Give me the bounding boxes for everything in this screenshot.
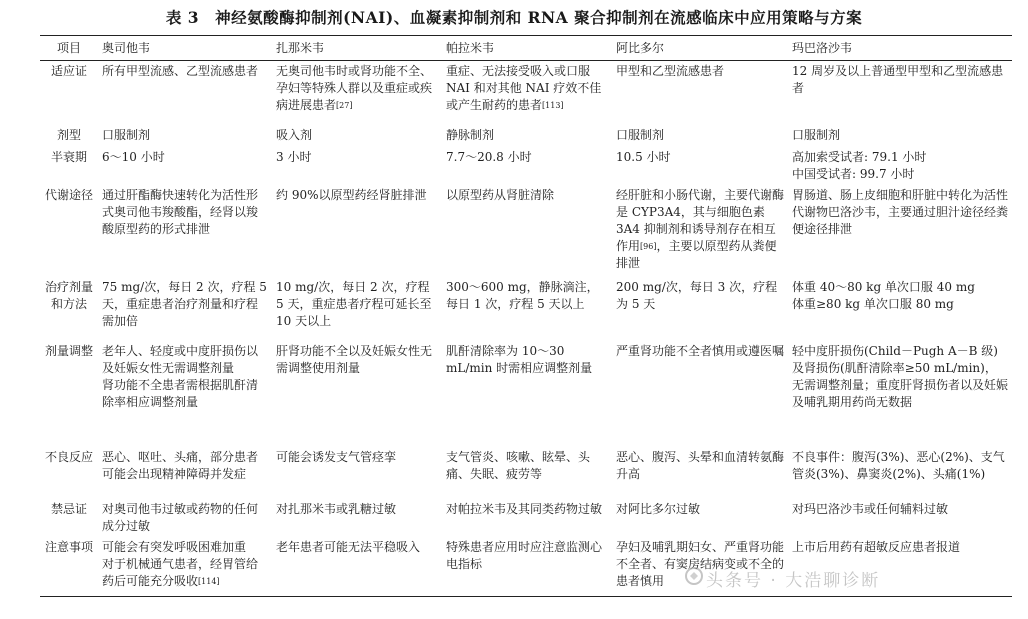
drug-comparison-table [40, 35, 1012, 597]
table-header-row [40, 36, 1012, 61]
cell-text: 口服制剂 [102, 127, 151, 142]
row-label: 禁忌证 [50, 501, 87, 516]
table-row [40, 277, 1012, 341]
row-label: 代谢途径 [44, 187, 93, 202]
cell-baloxavir [788, 341, 1012, 447]
cell-zanamivir [272, 61, 442, 125]
cell-baloxavir [788, 147, 1012, 185]
cell-peramivir [442, 61, 612, 125]
cell-oseltamivir [98, 447, 272, 499]
cell-text: 10.5 小时 [616, 149, 671, 164]
cell-text: 特殊患者应用时应注意监测心电指标 [446, 539, 603, 571]
cell-text-tail: ，主要以原型药从粪便排泄 [616, 238, 777, 270]
cell-text: 恶心、呕吐、头痛，部分患者可能会出现精神障碍并发症 [102, 449, 259, 481]
cell-peramivir [442, 499, 612, 537]
header-baloxavir: 玛巴洛沙韦 [788, 36, 1012, 61]
cell-arbidol [612, 147, 788, 185]
header-oseltamivir: 奥司他韦 [98, 36, 272, 61]
cell-peramivir [442, 147, 612, 185]
cell-peramivir [442, 277, 612, 341]
cell-oseltamivir [98, 185, 272, 277]
table-row [40, 499, 1012, 537]
table-row [40, 147, 1012, 185]
cell-text: 200 mg/次，每日 3 次，疗程为 5 天 [616, 279, 778, 311]
cell-zanamivir [272, 185, 442, 277]
cell-text: 12 周岁及以上普通型甲型和乙型流感患者 [792, 64, 1004, 95]
cell-text: 约 90%以原型药经肾脏排泄 [276, 187, 427, 202]
cell-text: 无奥司他韦时或肾功能不全、孕妇等特殊人群以及重症或疾病进展患者 [276, 64, 433, 112]
cell-text: 吸入剂 [276, 127, 313, 142]
cell-oseltamivir [98, 277, 272, 341]
cell-text: 7.7～20.8 小时 [446, 149, 532, 164]
cell-peramivir [442, 125, 612, 147]
cell-baloxavir [788, 125, 1012, 147]
cell-text: 甲型和乙型流感患者 [616, 64, 725, 78]
table-row [40, 125, 1012, 147]
table-row [40, 341, 1012, 447]
row-label: 剂量调整 [44, 343, 93, 358]
table-row [40, 61, 1012, 125]
cell-text: 老年患者可能无法平稳吸入 [276, 539, 421, 554]
cell-text: 不良事件：腹泻(3%)、恶心(2%)、支气管炎(3%)、鼻窦炎(2%)、头痛(1%) [792, 449, 1005, 481]
cell-zanamivir [272, 499, 442, 537]
watermark: 头条号 · 大浩聊诊断 [706, 571, 881, 591]
reference-mark: [113] [542, 101, 564, 110]
cell-text: 通过肝酯酶快速转化为活性形式奥司他韦羧酸酯，经肾以羧酸原型药的形式排泄 [102, 187, 259, 236]
cell-text: 口服制剂 [616, 127, 665, 142]
cell-text: 对扎那米韦或乳糖过敏 [276, 501, 397, 516]
cell-text: 300～600 mg，静脉滴注，每日 1 次，疗程 5 天以上 [446, 279, 599, 311]
cell-oseltamivir [98, 499, 272, 537]
cell-arbidol [612, 341, 788, 447]
cell-zanamivir [272, 447, 442, 499]
cell-peramivir [442, 447, 612, 499]
cell-text: 口服制剂 [792, 127, 841, 142]
cell-text: 对帕拉米韦及其同类药物过敏 [446, 501, 603, 516]
reference-mark: [114] [198, 576, 220, 586]
table-caption: 表 3 神经氨酸酶抑制剂(NAI)、血凝素抑制剂和 RNA 聚合抑制剂在流感临床中应用策略与方案 [165, 8, 863, 27]
cell-peramivir [442, 537, 612, 597]
cell-text: 75 mg/次，每日 2 次，疗程 5 天，重症患者治疗剂量和疗程需加倍 [102, 279, 267, 328]
cell-text: 对玛巴洛沙韦或任何辅料过敏 [792, 501, 949, 516]
cell-text: 恶心、腹泻、头晕和血清转氨酶升高 [616, 449, 785, 481]
cell-text: 上市后用药有超敏反应患者报道 [792, 539, 961, 554]
cell-zanamivir [272, 147, 442, 185]
cell-text: 经肝脏和小肠代谢，主要代谢酶是 CYP3A4，其与细胞色素 3A4 抑制剂和诱导剂存在相互作用 [616, 187, 785, 253]
cell-text: 3 小时 [276, 149, 312, 164]
cell-zanamivir [272, 277, 442, 341]
row-label: 半衰期 [50, 149, 87, 164]
cell-text: 肝肾功能不全以及妊娠女性无需调整使用剂量 [276, 343, 433, 375]
cell-text: 可能会诱发支气管痉挛 [276, 449, 397, 464]
header-zanamivir: 扎那米韦 [272, 36, 442, 61]
cell-baloxavir [788, 185, 1012, 277]
cell-arbidol [612, 447, 788, 499]
cell-text: 静脉制剂 [446, 127, 495, 142]
cell-baloxavir [788, 499, 1012, 537]
cell-text: 10 mg/次，每日 2 次，疗程 5 天，重症患者疗程可延长至 10 天以上 [276, 279, 432, 328]
row-label: 不良反应 [44, 449, 93, 464]
cell-text: 体重 40～80 kg 单次口服 40 mg 体重≥80 kg 单次口服 80 mg [792, 279, 975, 311]
cell-baloxavir [788, 61, 1012, 125]
header-arbidol: 阿比多尔 [612, 36, 788, 61]
cell-text: 支气管炎、咳嗽、眩晕、头痛、失眠、疲劳等 [446, 449, 591, 481]
cell-oseltamivir [98, 147, 272, 185]
cell-oseltamivir [98, 341, 272, 447]
cell-text: 肌酐清除率为 10～30 mL/min 时需相应调整剂量 [446, 343, 593, 375]
cell-text: 胃肠道、肠上皮细胞和肝脏中转化为活性代谢物巴洛沙韦，主要通过胆汁途径经粪便途径排泄 [792, 187, 1009, 236]
cell-text: 所有甲型流感、乙型流感患者 [102, 64, 259, 78]
cell-oseltamivir [98, 61, 272, 125]
table-row [40, 447, 1012, 499]
cell-zanamivir [272, 341, 442, 447]
cell-arbidol [612, 61, 788, 125]
toutiao-logo-icon [684, 566, 704, 586]
cell-baloxavir [788, 277, 1012, 341]
cell-text: 严重肾功能不全者慎用或遵医嘱 [616, 343, 785, 358]
row-label: 注意事项 [40, 537, 98, 597]
cell-text: 高加索受试者: 79.1 小时 中国受试者: 99.7 小时 [792, 149, 927, 181]
cell-text: 孕妇及哺乳期妇女、严重肾功能不全者、有窦房结病变或不全的患者慎用 [616, 539, 785, 588]
cell-arbidol [612, 277, 788, 341]
cell-text: 6～10 小时 [102, 149, 165, 164]
cell-oseltamivir [98, 537, 272, 597]
cell-text: 老年人、轻度或中度肝损伤以及妊娠女性无需调整剂量 肾功能不全患者需根据肌酐清除率相应调整剂量 [102, 343, 259, 409]
cell-arbidol [612, 499, 788, 537]
cell-text: 对奥司他韦过敏或药物的任何成分过敏 [102, 501, 259, 533]
cell-baloxavir [788, 447, 1012, 499]
header-item: 项目 [40, 36, 98, 61]
row-label: 剂型 [56, 127, 81, 142]
cell-text: 轻中度肝损伤(Child－Pugh A－B 级)及肾损伤(肌酐清除率≥50 mL/min)，无需调整剂量；重度肝肾损伤者以及妊娠及哺乳期用药尚无数据 [792, 343, 1009, 409]
row-label: 治疗剂量 和方法 [44, 279, 93, 311]
cell-oseltamivir [98, 125, 272, 147]
cell-text: 对阿比多尔过敏 [616, 501, 701, 516]
cell-text: 以原型药从肾脏清除 [446, 187, 555, 202]
cell-peramivir [442, 341, 612, 447]
cell-zanamivir [272, 125, 442, 147]
reference-mark: [27] [336, 101, 353, 110]
cell-arbidol [612, 185, 788, 277]
cell-arbidol [612, 125, 788, 147]
row-label: 适应证 [50, 64, 87, 78]
header-peramivir: 帕拉米韦 [442, 36, 612, 61]
reference-mark: [96] [640, 241, 657, 251]
cell-peramivir [442, 185, 612, 277]
table-row [40, 185, 1012, 277]
cell-text: 重症、无法接受吸入或口服 NAI 和对其他 NAI 疗效不佳或产生耐药的患者 [446, 64, 602, 112]
cell-zanamivir [272, 537, 442, 597]
cell-text: 可能会有突发呼吸困难加重 对于机械通气患者，经胃管给药后可能充分吸收 [102, 539, 259, 588]
